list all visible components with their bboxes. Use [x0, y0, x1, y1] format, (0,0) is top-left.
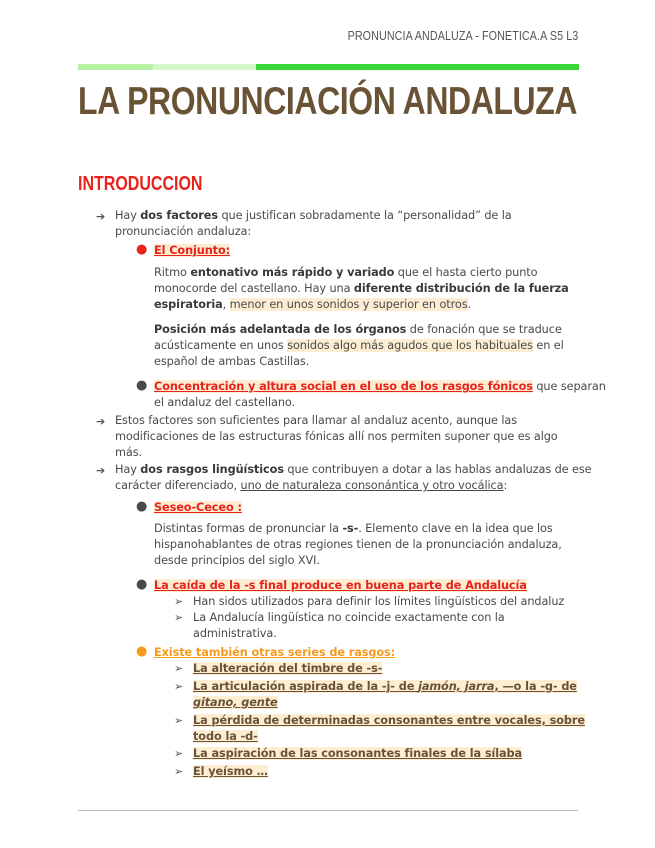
footer-divider	[78, 810, 578, 811]
list-item: todo la -d-	[193, 730, 258, 743]
list-item: La alteración del timbre de -s-	[193, 662, 383, 675]
chevron-bullet-icon: ➢	[174, 595, 184, 608]
paragraph-line: desde principios del siglo XVI.	[154, 554, 320, 567]
chevron-bullet-icon: ➢	[174, 747, 184, 760]
title-rule-segment-1	[78, 64, 153, 70]
list-item: La Andalucía lingüística no coincide exactamente con la	[193, 611, 505, 624]
list-item: La aspiración de las consonantes finales de la sílaba	[193, 747, 523, 760]
arrow-bullet-icon: ➔	[96, 415, 106, 428]
paragraph-line: Ritmo entonativo más rápido y variado que el hasta cierto punto	[154, 266, 538, 279]
arrow-bullet-icon: ➔	[96, 464, 106, 477]
paragraph-line: Hay dos rasgos lingüísticos que contribuyen a dotar a las hablas andaluzas de ese	[115, 463, 592, 476]
chevron-bullet-icon: ➢	[174, 714, 184, 727]
paragraph-line: Hay dos factores que justifican sobradamente la “personalidad” de la	[115, 209, 512, 222]
arrow-bullet-icon: ➔	[96, 210, 106, 223]
bullet-icon: ●	[136, 242, 148, 257]
paragraph-line: más.	[115, 446, 143, 459]
bullet-icon: ●	[136, 644, 148, 659]
list-item: La pérdida de determinadas consonantes entre vocales, sobre	[193, 714, 585, 727]
chevron-bullet-icon: ➢	[174, 680, 184, 693]
paragraph-line: Distintas formas de pronunciar la -s-. Elemento clave en la idea que los	[154, 522, 553, 535]
chevron-bullet-icon: ➢	[174, 662, 184, 675]
bullet-icon: ●	[136, 378, 148, 393]
page-header: PRONUNCIA ANDALUZA - FONETICA.A S5 L3	[347, 29, 578, 43]
list-item: El yeísmo …	[193, 765, 268, 778]
paragraph-line: Concentración y altura social en el uso de los rasgos fónicos que separan	[154, 380, 606, 393]
list-item: Han sidos utilizados para definir los límites lingüísticos del andaluz	[193, 595, 565, 608]
paragraph-line: monocorde del castellano. Hay una diferente distribución de la fuerza	[154, 282, 569, 295]
list-item: La articulación aspirada de la -j- de jamón, jarra, —o la -g- de	[193, 680, 577, 693]
section-heading: INTRODUCCION	[78, 173, 203, 195]
title-rule-segment-2	[153, 64, 256, 70]
list-item: gitano, gente	[193, 696, 278, 709]
paragraph-line: Posición más adelantada de los órganos de fonación que se traduce	[154, 323, 562, 336]
paragraph-line: Estos factores son suficientes para llamar al andaluz acento, aunque las	[115, 414, 518, 427]
bullet-icon: ●	[136, 577, 148, 592]
title-rule-segment-3	[256, 64, 579, 70]
paragraph-line: el andaluz del castellano.	[154, 396, 295, 409]
paragraph-line: espiratoria, menor en unos sonidos y superior en otros.	[154, 298, 471, 311]
paragraph-line: modificaciones de las estructuras fónicas allí nos permiten suponer que es algo	[115, 430, 558, 443]
chevron-bullet-icon: ➢	[174, 611, 184, 624]
paragraph-line: pronunciación andaluza:	[115, 225, 252, 238]
subheading-otras: Existe también otras series de rasgos:	[154, 646, 396, 659]
paragraph-line: carácter diferenciado, uno de naturaleza consonántica y otro vocálica:	[115, 479, 508, 492]
paragraph-line: acústicamente en unos sonidos algo más agudos que los habituales en el	[154, 339, 564, 352]
page-title: LA PRONUNCIACIÓN ANDALUZA	[78, 80, 578, 123]
subheading-caida: La caída de la -s final produce en buena parte de Andalucía	[154, 579, 527, 592]
chevron-bullet-icon: ➢	[174, 765, 184, 778]
subheading-seseo: Seseo-Ceceo :	[154, 501, 242, 514]
bullet-icon: ●	[136, 499, 148, 514]
paragraph-line: español de ambas Castillas.	[154, 355, 310, 368]
paragraph-line: hispanohablantes de otras regiones tienen de la pronunciación andaluza,	[154, 538, 562, 551]
list-item: administrativa.	[193, 627, 277, 640]
subheading-conjunto: El Conjunto:	[154, 244, 231, 257]
